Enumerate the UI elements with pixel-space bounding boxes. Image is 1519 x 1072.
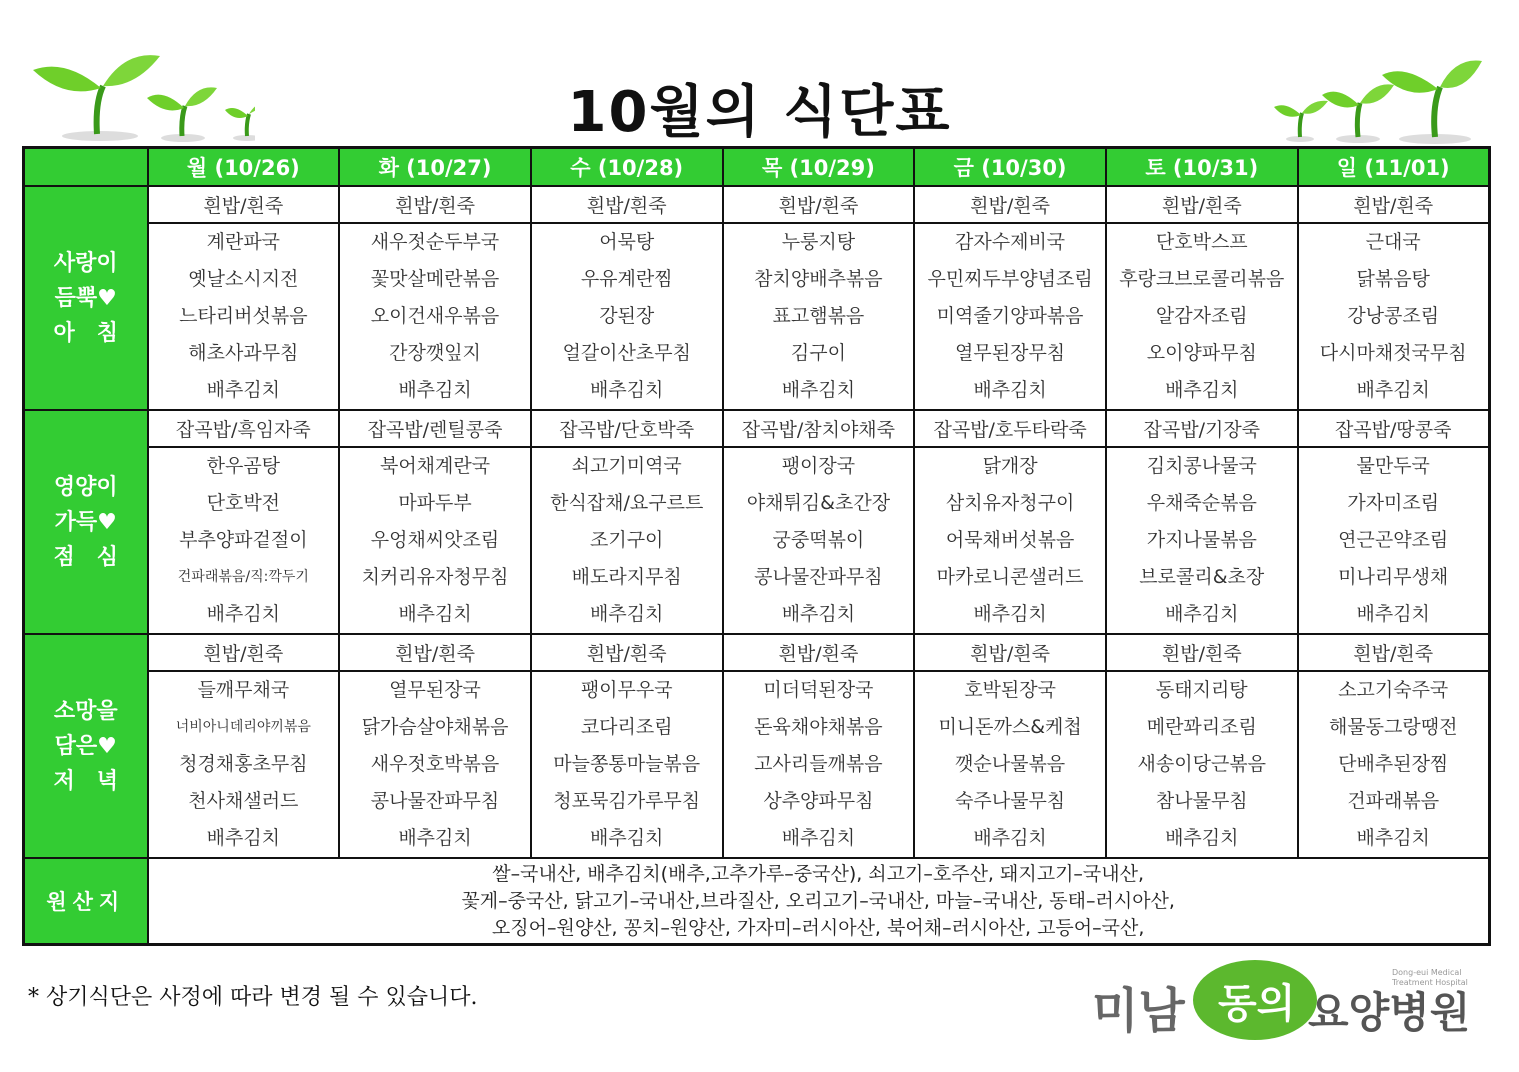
sprout-left-icon <box>25 48 255 143</box>
dish-item: 배추김치 <box>206 379 281 401</box>
dishes-cell <box>723 447 915 634</box>
meal-label-line: 저 녁 <box>53 768 118 794</box>
dish-item: 배추김치 <box>590 379 664 401</box>
dishes-row <box>24 671 1490 858</box>
dish-item: 코다리조림 <box>580 716 673 738</box>
dish-item: 콩나물잔파무침 <box>370 790 500 812</box>
staple-cell: 잡곡밥/땅콩죽 <box>1298 410 1490 447</box>
meal-label <box>24 634 148 858</box>
dish-item: 단호박전 <box>206 492 281 514</box>
dish-item: 배추김치 <box>973 603 1047 625</box>
dish-item: 배추김치 <box>1356 379 1430 401</box>
meal-label-line: 가득♥ <box>54 509 117 535</box>
dish-item: 한식잡채/요구르트 <box>550 492 704 514</box>
dish-item: 꽃맛살메란볶음 <box>370 268 500 290</box>
dish-item: 마카로니콘샐러드 <box>936 566 1084 588</box>
dish-item: 새우젓순두부국 <box>370 231 500 253</box>
meal-label-line: 사랑이 <box>53 250 118 276</box>
dish-item: 참나물무침 <box>1155 790 1248 812</box>
menu-table <box>22 146 1491 946</box>
staple-row <box>24 410 1490 447</box>
staple-cell: 잡곡밥/호두타락죽 <box>914 410 1106 447</box>
dish-item: 소고기숙주국 <box>1338 679 1449 701</box>
header-row <box>24 148 1490 187</box>
dish-item: 우채죽순볶음 <box>1146 492 1257 514</box>
dishes-cell <box>339 447 531 634</box>
dishes-cell <box>723 223 915 410</box>
dish-item: 새송이당근볶음 <box>1137 753 1267 775</box>
dish-item: 우엉채씨앗조림 <box>370 529 500 551</box>
dish-item: 근대국 <box>1365 231 1421 253</box>
logo-name-left: 미남 <box>1092 983 1185 1039</box>
dish-item: 팽이장국 <box>781 455 856 477</box>
dishes-row <box>24 223 1490 410</box>
dish-item: 연근곤약조림 <box>1338 529 1449 551</box>
dish-item: 천사채샐러드 <box>188 790 299 812</box>
logo-name-center: 동의 <box>1218 981 1296 1027</box>
dish-item: 간장깻잎지 <box>389 342 481 364</box>
staple-cell: 흰밥/흰죽 <box>1106 186 1298 223</box>
meal-label-line: 담은♥ <box>54 733 117 759</box>
dishes-cell <box>1298 447 1490 634</box>
dish-item: 닭볶음탕 <box>1356 268 1430 290</box>
meal-label-line: 듬뿍♥ <box>54 285 117 311</box>
dishes-cell <box>148 223 340 410</box>
staple-cell: 흰밥/흰죽 <box>1106 634 1298 671</box>
day-header: 월 (10/26) <box>148 148 340 187</box>
dishes-cell <box>531 223 723 410</box>
dish-item: 한우곰탕 <box>206 455 281 477</box>
dish-item: 계란파국 <box>206 231 281 253</box>
dish-item: 배추김치 <box>206 827 281 849</box>
dish-item: 조기구이 <box>590 529 664 551</box>
dish-item: 단배추된장찜 <box>1338 753 1449 775</box>
dish-item: 건파래볶음 <box>1347 790 1440 812</box>
dish-item: 오이양파무침 <box>1146 342 1257 364</box>
dishes-cell <box>531 671 723 858</box>
staple-cell: 흰밥/흰죽 <box>531 634 723 671</box>
meal-label-line: 영양이 <box>53 474 118 500</box>
dish-item: 가지나물볶음 <box>1146 529 1257 551</box>
dish-item: 단호박스프 <box>1155 231 1248 253</box>
staple-cell: 흰밥/흰죽 <box>148 634 340 671</box>
dishes-cell <box>339 671 531 858</box>
sprout-right-icon <box>1270 55 1485 145</box>
dish-item: 배추김치 <box>781 827 856 849</box>
dish-item: 표고햄볶음 <box>772 305 865 327</box>
dish-item: 참치양배추볶음 <box>754 268 883 290</box>
staple-cell: 흰밥/흰죽 <box>914 186 1106 223</box>
staple-cell: 잡곡밥/단호박죽 <box>531 410 723 447</box>
dish-item: 배추김치 <box>973 827 1047 849</box>
dish-item: 후랑크브로콜리볶음 <box>1119 268 1285 290</box>
dishes-cell <box>914 447 1106 634</box>
dish-item: 강된장 <box>599 305 655 327</box>
dishes-cell <box>1298 671 1490 858</box>
dish-item: 치커리유자청무침 <box>361 566 509 588</box>
staple-cell: 잡곡밥/흑임자죽 <box>148 410 340 447</box>
day-header: 목 (10/29) <box>723 148 915 187</box>
dish-item: 감자수제비국 <box>955 231 1066 253</box>
dish-item: 김치콩나물국 <box>1146 455 1257 477</box>
dish-item: 배추김치 <box>590 827 664 849</box>
footer-note: * 상기식단은 사정에 따라 변경 될 수 있습니다. <box>28 985 478 1010</box>
dish-item: 배추김치 <box>398 379 472 401</box>
dishes-cell <box>1298 223 1490 410</box>
dishes-cell <box>148 671 340 858</box>
staple-row <box>24 634 1490 671</box>
logo-english-1: Dong-eui Medical <box>1392 968 1462 977</box>
dish-item: 미나리무생채 <box>1338 566 1449 588</box>
staple-cell: 흰밥/흰죽 <box>148 186 340 223</box>
meal-label-line: 점 심 <box>53 544 118 570</box>
dish-item: 청경채홍초무침 <box>179 753 308 775</box>
dish-item: 얼갈이산초무침 <box>562 342 691 364</box>
meal-label <box>24 410 148 634</box>
dish-item: 김구이 <box>790 342 846 364</box>
dish-item: 동태지리탕 <box>1155 679 1248 701</box>
dish-item: 미더덕된장국 <box>763 679 874 701</box>
dishes-cell <box>723 671 915 858</box>
dish-item: 우유계란찜 <box>580 268 673 290</box>
dish-item: 닭개장 <box>982 455 1038 477</box>
dishes-row <box>24 447 1490 634</box>
staple-cell: 흰밥/흰죽 <box>914 634 1106 671</box>
dishes-cell <box>148 447 340 634</box>
origin-text <box>148 858 1490 945</box>
hospital-logo <box>1090 955 1490 1045</box>
dish-item: 마늘쫑통마늘볶음 <box>553 753 701 775</box>
dish-item: 옛날소시지전 <box>188 268 299 290</box>
dish-item: 다시마채젓국무침 <box>1319 342 1467 364</box>
dishes-cell <box>1106 671 1298 858</box>
dish-item: 배추김치 <box>781 603 856 625</box>
dish-item: 상추양파무침 <box>763 790 874 812</box>
dish-item: 열무된장무침 <box>955 342 1066 364</box>
dish-item: 알감자조림 <box>1155 305 1248 327</box>
logo-english-2: Treatment Hospital <box>1392 978 1468 987</box>
origin-line: 꽃게–중국산, 닭고기–국내산,브라질산, 오리고기–국내산, 마늘–국내산, 동태–러시아산, <box>461 889 1175 912</box>
staple-cell: 흰밥/흰죽 <box>1298 634 1490 671</box>
dish-item: 가자미조림 <box>1347 492 1440 514</box>
day-header: 수 (10/28) <box>531 148 723 187</box>
dish-item: 마파두부 <box>398 492 472 514</box>
dish-item: 미니돈까스&케첩 <box>938 716 1082 738</box>
dish-item: 오이건새우볶음 <box>370 305 500 327</box>
dish-item: 배추김치 <box>1165 603 1239 625</box>
dish-item: 고사리들깨볶음 <box>754 753 883 775</box>
day-header: 일 (11/01) <box>1298 148 1490 187</box>
meal-label-line: 아 침 <box>53 320 118 346</box>
dish-item: 야채튀김&초간장 <box>746 492 891 514</box>
dish-item: 열무된장국 <box>389 679 481 701</box>
dish-item: 어묵탕 <box>599 231 655 253</box>
logo-name-right: 요양병원 <box>1308 988 1471 1037</box>
dishes-cell <box>339 223 531 410</box>
dish-item: 들깨무채국 <box>197 679 290 701</box>
dish-item: 북어채계란국 <box>379 455 491 477</box>
dish-item: 배추김치 <box>973 379 1047 401</box>
day-header: 금 (10/30) <box>914 148 1106 187</box>
staple-cell: 흰밥/흰죽 <box>723 186 915 223</box>
dish-item: 배추김치 <box>1356 603 1430 625</box>
meal-label <box>24 186 148 410</box>
dish-item: 부추양파겉절이 <box>179 529 308 551</box>
staple-cell: 흰밥/흰죽 <box>1298 186 1490 223</box>
day-header: 화 (10/27) <box>339 148 531 187</box>
dish-item: 물만두국 <box>1356 455 1430 477</box>
origin-row <box>24 858 1490 945</box>
day-header: 토 (10/31) <box>1106 148 1298 187</box>
dish-item: 콩나물잔파무침 <box>754 566 883 588</box>
dishes-cell <box>1106 447 1298 634</box>
dishes-cell <box>531 447 723 634</box>
dish-item: 호박된장국 <box>964 679 1056 701</box>
dish-item: 배추김치 <box>590 603 664 625</box>
origin-line: 쌀–국내산, 배추김치(배추,고추가루–중국산), 쇠고기–호주산, 돼지고기–국내산, <box>492 862 1145 885</box>
dish-item: 너비아니데리야끼볶음 <box>175 719 311 735</box>
dish-item: 메란꽈리조림 <box>1146 716 1257 738</box>
dishes-cell <box>914 671 1106 858</box>
dish-item: 우민찌두부양념조림 <box>927 268 1093 290</box>
staple-cell: 잡곡밥/참치야채죽 <box>723 410 915 447</box>
dish-item: 배추김치 <box>1165 379 1239 401</box>
staple-cell: 흰밥/흰죽 <box>339 634 531 671</box>
staple-cell: 흰밥/흰죽 <box>531 186 723 223</box>
dish-item: 누룽지탕 <box>781 231 856 253</box>
dish-item: 청포묵김가루무침 <box>553 790 701 812</box>
dish-item: 팽이무우국 <box>580 679 673 701</box>
staple-cell: 흰밥/흰죽 <box>339 186 531 223</box>
dish-item: 해물동그랑땡전 <box>1328 716 1458 738</box>
page-title: 10월의 식단표 <box>567 80 952 145</box>
dish-item: 닭가슴살야채볶음 <box>361 716 509 738</box>
staple-cell: 잡곡밥/렌틸콩죽 <box>339 410 531 447</box>
dish-item: 배추김치 <box>1165 827 1239 849</box>
header-corner <box>24 148 148 187</box>
dish-item: 궁중떡볶이 <box>772 529 865 551</box>
dish-item: 배도라지무침 <box>571 566 682 588</box>
dish-item: 강낭콩조림 <box>1347 305 1440 327</box>
dish-item: 배추김치 <box>398 603 472 625</box>
dish-item: 미역줄기양파볶음 <box>936 305 1084 327</box>
dish-item: 숙주나물무침 <box>955 790 1066 812</box>
staple-cell: 흰밥/흰죽 <box>723 634 915 671</box>
dishes-cell <box>1106 223 1298 410</box>
dish-item: 배추김치 <box>206 603 281 625</box>
dishes-cell <box>914 223 1106 410</box>
dish-item: 배추김치 <box>1356 827 1430 849</box>
dish-item: 해초사과무침 <box>188 342 299 364</box>
dish-item: 돈육채야채볶음 <box>754 716 883 738</box>
dish-item: 어묵채버섯볶음 <box>945 529 1075 551</box>
dish-item: 쇠고기미역국 <box>571 455 682 477</box>
dish-item: 새우젓호박볶음 <box>370 753 500 775</box>
dish-item: 느타리버섯볶음 <box>179 305 308 327</box>
dish-item: 깻순나물볶음 <box>955 753 1066 775</box>
dish-item: 배추김치 <box>781 379 856 401</box>
origin-label: 원산지 <box>24 858 148 945</box>
meal-label-line: 소망을 <box>53 698 118 724</box>
dish-item: 배추김치 <box>398 827 472 849</box>
dish-item: 브로콜리&초장 <box>1139 566 1265 588</box>
staple-row <box>24 186 1490 223</box>
origin-line: 오징어–원양산, 꽁치–원양산, 가자미–러시아산, 북어채–러시아산, 고등어–국산, <box>491 916 1145 939</box>
staple-cell: 잡곡밥/기장죽 <box>1106 410 1298 447</box>
dish-item: 삼치유자청구이 <box>945 492 1075 514</box>
dish-item: 건파래볶음/직:깍두기 <box>177 569 309 585</box>
